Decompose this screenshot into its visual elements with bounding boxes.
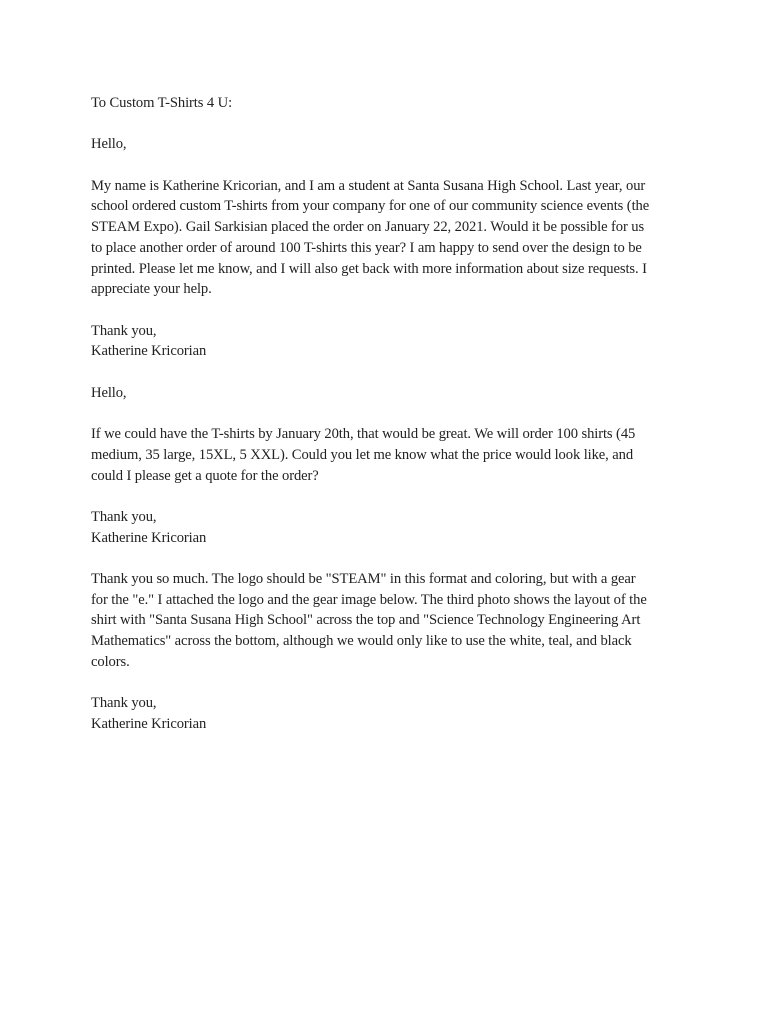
signature-text: Katherine Kricorian [91, 343, 207, 360]
closing-text: Thank you, [91, 508, 157, 525]
body-line: for the "e." I attached the logo and the gear image below. The third photo shows the layout of the [91, 591, 647, 608]
email3-body [91, 569, 691, 673]
email2-body [91, 424, 691, 486]
body-line: colors. [91, 653, 130, 670]
closing-text: Thank you, [91, 695, 157, 712]
email2-signoff [91, 507, 691, 548]
email2-greeting [91, 383, 691, 404]
body-line: STEAM Expo). Gail Sarkisian placed the order on January 22, 2021. Would it be possible for us [91, 219, 645, 236]
letter-page [91, 93, 691, 735]
body-line: If we could have the T-shirts by January 20th, that would be great. We will order 100 shirts (45 [91, 426, 636, 443]
body-line: printed. Please let me know, and I will also get back with more information about size requests. I [91, 260, 647, 277]
body-line: Mathematics" across the bottom, although we would only like to use the white, teal, and black [91, 633, 632, 650]
greeting-text: Hello, [91, 136, 127, 153]
body-line: appreciate your help. [91, 281, 212, 298]
body-line: shirt with "Santa Susana High School" across the top and "Science Technology Engineering Art [91, 612, 641, 629]
body-line: medium, 35 large, 15XL, 5 XXL). Could you let me know what the price would look like, and [91, 446, 634, 463]
email1-signoff [91, 321, 691, 362]
email1-body [91, 176, 691, 300]
email3-signoff [91, 693, 691, 734]
body-line: to place another order of around 100 T-shirts this year? I am happy to send over the design to be [91, 239, 642, 256]
recipient-line [91, 93, 691, 114]
closing-text: Thank you, [91, 322, 157, 339]
greeting-text: Hello, [91, 384, 127, 401]
signature-text: Katherine Kricorian [91, 715, 207, 732]
body-line: could I please get a quote for the order? [91, 467, 319, 484]
body-line: Thank you so much. The logo should be "STEAM" in this format and coloring, but with a gear [91, 571, 636, 588]
email1-greeting [91, 134, 691, 155]
body-line: My name is Katherine Kricorian, and I am a student at Santa Susana High School. Last year, our [91, 177, 646, 194]
recipient-text: To Custom T-Shirts 4 U: [91, 95, 233, 111]
body-line: school ordered custom T-shirts from your company for one of our community science events (the [91, 198, 650, 215]
signature-text: Katherine Kricorian [91, 529, 207, 546]
